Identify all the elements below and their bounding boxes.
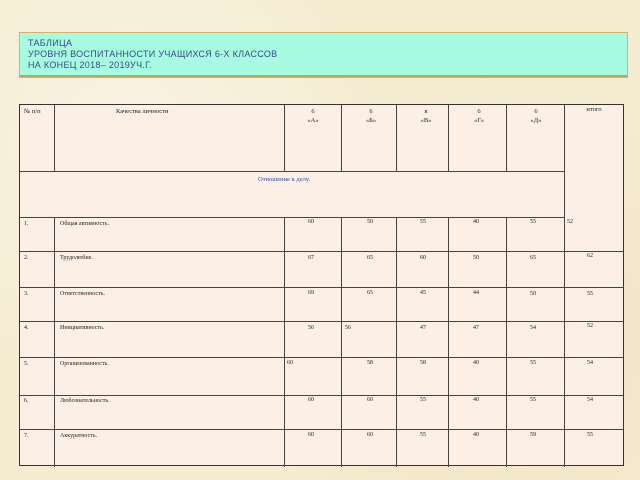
row-number: 1. <box>24 221 29 227</box>
col-rule <box>448 217 449 467</box>
value-6d: 65 <box>530 255 536 261</box>
class-6b-letter: «Б» <box>365 117 377 124</box>
value-6g: 44 <box>473 290 479 296</box>
banner-underline <box>20 75 627 77</box>
col-rule <box>54 217 55 467</box>
value-6d: 55 <box>530 360 536 366</box>
row-quality: Аккуратность. <box>60 433 98 439</box>
value-6g: 47 <box>473 325 479 331</box>
col-rule <box>284 217 285 467</box>
row-rule <box>20 429 624 430</box>
title-banner <box>19 32 628 78</box>
row-number: 2. <box>24 255 29 261</box>
value-total: 55 <box>587 291 593 297</box>
class-6g-number: 6 <box>477 108 481 115</box>
value-6v: 58 <box>420 360 426 366</box>
value-6v: 55 <box>420 219 426 225</box>
value-6a: 60 <box>308 432 314 438</box>
row-quality: Трудолюбие. <box>60 255 93 261</box>
col-rule <box>341 217 342 467</box>
value-total: 54 <box>587 360 593 366</box>
value-6a: 60 <box>308 219 314 225</box>
value-6a: 69 <box>308 290 314 296</box>
value-6d: 55 <box>530 219 536 225</box>
row-quality: Организованность. <box>60 361 109 367</box>
row-rule <box>20 321 624 322</box>
class-6d-number: 6 <box>534 108 538 115</box>
value-6d: 55 <box>530 397 536 403</box>
col-rule <box>506 217 507 467</box>
row-rule <box>20 357 624 358</box>
value-total: 54 <box>587 397 593 403</box>
column-header-number: № п/п <box>24 108 41 115</box>
row-number: 6. <box>24 398 29 404</box>
value-6g: 40 <box>473 397 479 403</box>
value-6g: 40 <box>473 219 479 225</box>
row-number: 4. <box>24 325 29 331</box>
column-header-quality: Качества личности <box>116 108 169 115</box>
value-6b: 65 <box>367 290 373 296</box>
value-6a: 67 <box>308 255 314 261</box>
value-6b: 56 <box>345 325 351 331</box>
class-6g-letter: «Г» <box>473 117 485 124</box>
row-number: 5. <box>24 361 29 367</box>
value-6b: 58 <box>367 360 373 366</box>
value-6b: 60 <box>367 397 373 403</box>
value-6g: 50 <box>473 255 479 261</box>
value-total: 52 <box>567 219 573 225</box>
value-total: 55 <box>587 432 593 438</box>
value-6b: 65 <box>367 255 373 261</box>
col-rule <box>54 105 55 171</box>
value-6d: 50 <box>530 291 536 297</box>
column-header-total: итого <box>586 106 602 113</box>
row-rule <box>20 287 624 288</box>
value-6a: 60 <box>308 397 314 403</box>
col-rule <box>396 217 397 467</box>
section-rule <box>20 217 564 218</box>
class-6a-number: 6 <box>311 108 315 115</box>
class-6v-letter: «В» <box>420 117 432 124</box>
col-rule <box>564 105 565 467</box>
value-6a: 56 <box>308 325 314 331</box>
value-6v: 55 <box>420 397 426 403</box>
col-rule <box>341 105 342 171</box>
row-rule <box>20 251 624 252</box>
section-label: Отношение к делу. <box>258 176 311 183</box>
title-line-3: НА КОНЕЦ 2018– 2019УЧ.Г. <box>28 60 153 70</box>
header-rule <box>20 171 564 172</box>
row-quality: Инициативность. <box>60 325 105 331</box>
class-6d-letter: «Д» <box>530 117 542 124</box>
value-6a: 60 <box>287 360 293 366</box>
col-rule <box>284 105 285 171</box>
value-total: 62 <box>587 253 593 259</box>
value-6v: 60 <box>420 255 426 261</box>
value-total: 52 <box>587 323 593 329</box>
value-6b: 60 <box>367 432 373 438</box>
value-6v: 55 <box>420 432 426 438</box>
title-line-2: УРОВНЯ ВОСПИТАННОСТИ УЧАЩИХСЯ 6-Х КЛАССОВ <box>28 49 278 59</box>
row-quality: Любознательность. <box>60 398 110 404</box>
row-rule <box>20 395 624 396</box>
upbringing-table <box>19 104 624 466</box>
value-6v: 47 <box>420 325 426 331</box>
value-6b: 50 <box>367 219 373 225</box>
row-number: 3. <box>24 291 29 297</box>
class-6v-number: в <box>424 108 428 115</box>
row-quality: Общая активность. <box>60 221 109 227</box>
class-6a-letter: «А» <box>307 117 319 124</box>
row-quality: Ответственность. <box>60 291 105 297</box>
title-line-1: ТАБЛИЦА <box>28 38 73 48</box>
col-rule <box>396 105 397 171</box>
col-rule <box>506 105 507 171</box>
value-6g: 40 <box>473 360 479 366</box>
value-6d: 59 <box>530 432 536 438</box>
value-6v: 45 <box>420 290 426 296</box>
value-6d: 54 <box>530 325 536 331</box>
row-number: 7. <box>24 433 29 439</box>
class-6b-number: 6 <box>369 108 373 115</box>
value-6g: 40 <box>473 432 479 438</box>
col-rule <box>448 105 449 171</box>
